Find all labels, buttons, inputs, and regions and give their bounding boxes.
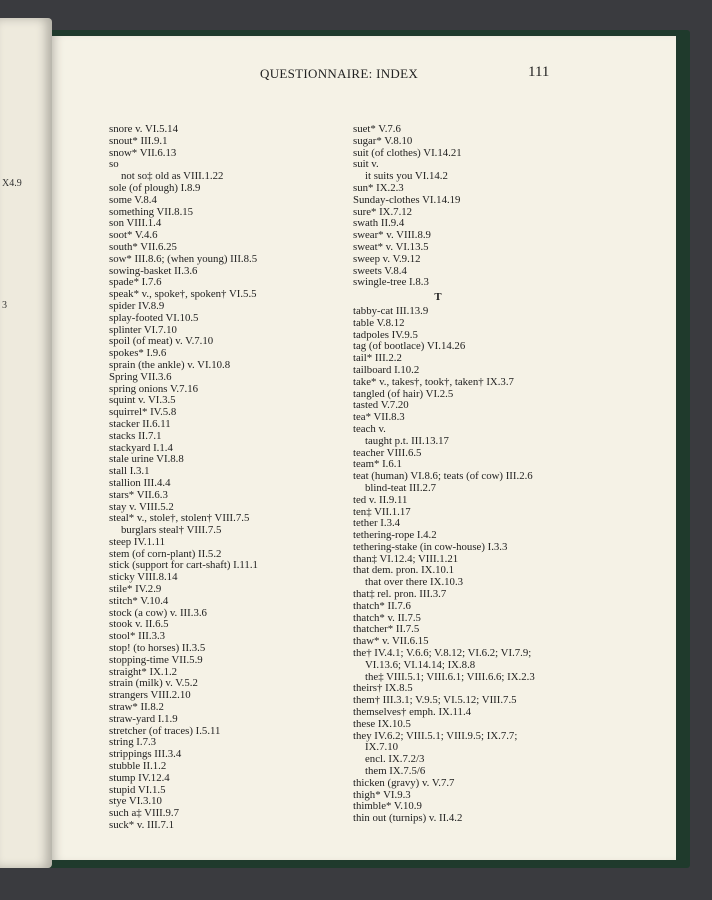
index-entry: the‡ VIII.5.1; VIII.6.1; VIII.6.6; IX.2.3 bbox=[365, 670, 535, 683]
index-entry: tangled (of hair) VI.2.5 bbox=[353, 387, 454, 400]
index-entry: snout* III.9.1 bbox=[109, 134, 168, 147]
index-entry: taught p.t. III.13.17 bbox=[365, 434, 449, 447]
index-entry: strippings III.3.4 bbox=[109, 748, 182, 761]
index-entry: VI.13.6; VI.14.14; IX.8.8 bbox=[365, 658, 476, 671]
index-entry: thatch* v. II.7.5 bbox=[353, 611, 421, 624]
index-entry: the† IV.4.1; V.6.6; V.8.12; VI.6.2; VI.7.9; bbox=[353, 647, 532, 660]
index-entry: splay-footed VI.10.5 bbox=[109, 311, 199, 324]
index-entry: stay v. VIII.5.2 bbox=[109, 500, 174, 513]
index-entry: that over there IX.10.3 bbox=[365, 576, 464, 589]
index-entry: tasted V.7.20 bbox=[353, 399, 409, 412]
index-entry: stretcher (of traces) I.5.11 bbox=[109, 724, 221, 737]
index-entry: suit (of clothes) VI.14.21 bbox=[353, 146, 462, 159]
index-entry: thimble* V.10.9 bbox=[353, 800, 422, 813]
index-entry: them† III.3.1; V.9.5; VI.5.12; VIII.7.5 bbox=[353, 694, 517, 707]
index-entry: steal* v., stole†, stolen† VIII.7.5 bbox=[109, 512, 250, 525]
index-entry: squint v. VI.3.5 bbox=[109, 394, 176, 407]
index-entry: some V.8.4 bbox=[109, 193, 157, 206]
index-entry: snore v. VI.5.14 bbox=[109, 123, 178, 135]
index-entry: son VIII.1.4 bbox=[109, 217, 162, 230]
index-entry: stick (support for cart-shaft) I.11.1 bbox=[109, 559, 258, 572]
index-entry: straight* IX.1.2 bbox=[109, 665, 178, 678]
index-entry: thatcher* II.7.5 bbox=[353, 623, 420, 636]
index-entry: ted v. II.9.11 bbox=[353, 493, 408, 506]
index-entry: tailboard I.10.2 bbox=[353, 363, 420, 376]
index-entry: soot* V.4.6 bbox=[109, 229, 158, 242]
index-entry: sticky VIII.8.14 bbox=[109, 571, 178, 584]
index-entry: sure* IX.7.12 bbox=[353, 205, 413, 218]
index-entry: themselves† emph. IX.11.4 bbox=[353, 706, 472, 719]
index-entry: tea* VII.8.3 bbox=[353, 411, 405, 424]
index-entry: spokes* I.9.6 bbox=[109, 347, 167, 360]
index-entry: that‡ rel. pron. III.3.7 bbox=[353, 588, 447, 601]
index-entry: stem (of corn-plant) II.5.2 bbox=[109, 547, 222, 560]
index-entry: straw-yard I.1.9 bbox=[109, 712, 178, 725]
index-entry: tethering-rope I.4.2 bbox=[353, 529, 437, 542]
index-entry: thicken (gravy) v. V.7.7 bbox=[353, 776, 455, 789]
index-entry: sprain (the ankle) v. VI.10.8 bbox=[109, 358, 231, 371]
index-entry: sun* IX.2.3 bbox=[353, 181, 404, 194]
index-entry: table V.8.12 bbox=[353, 316, 405, 329]
index-entry: something VII.8.15 bbox=[109, 205, 194, 218]
index-entry: stacks II.7.1 bbox=[109, 429, 162, 442]
index-entry: suit v. bbox=[353, 158, 379, 171]
index-entry: sweat* v. VI.13.5 bbox=[353, 240, 429, 253]
index-entry: swingle-tree I.8.3 bbox=[353, 276, 429, 289]
index-entry: that dem. pron. IX.10.1 bbox=[353, 564, 455, 577]
index-entry: stackyard I.1.4 bbox=[109, 441, 173, 454]
index-entry: swear* v. VIII.8.9 bbox=[353, 229, 431, 242]
index-entry: spoil (of meat) v. V.7.10 bbox=[109, 335, 214, 348]
index-entry: burglars steal† VIII.7.5 bbox=[121, 524, 222, 537]
index-entry: not so‡ old as VIII.1.22 bbox=[121, 170, 224, 183]
index-entry: stool* III.3.3 bbox=[109, 630, 166, 643]
index-section-t bbox=[353, 306, 583, 825]
index-entry: thigh* VI.9.3 bbox=[353, 788, 411, 801]
index-entry: tether I.3.4 bbox=[353, 517, 401, 530]
index-entry: squirrel* IV.5.8 bbox=[109, 406, 177, 419]
index-entry: teach v. bbox=[353, 422, 386, 435]
index-entry: string I.7.3 bbox=[109, 736, 157, 749]
left-page-edge bbox=[0, 18, 52, 868]
index-entry: sowing-basket II.3.6 bbox=[109, 264, 198, 277]
index-entry: sugar* V.8.10 bbox=[353, 134, 413, 147]
index-entry: than‡ VI.12.4; VIII.1.21 bbox=[353, 552, 459, 565]
index-entry: tail* III.2.2 bbox=[353, 352, 402, 365]
index-entry: stale urine VI.8.8 bbox=[109, 453, 184, 466]
index-entry: stars* VII.6.3 bbox=[109, 488, 168, 501]
index-entry: team* I.6.1 bbox=[353, 458, 402, 471]
index-entry: take* v., takes†, took†, taken† IX.3.7 bbox=[353, 375, 514, 388]
index-entry: sole (of plough) I.8.9 bbox=[109, 181, 201, 194]
index-entry: these IX.10.5 bbox=[353, 717, 411, 730]
index-entry: thin out (turnips) v. II.4.2 bbox=[353, 812, 463, 825]
index-entry: snow* VII.6.13 bbox=[109, 146, 177, 159]
index-entry: steep IV.1.11 bbox=[109, 535, 166, 548]
index-entry: strain (milk) v. V.5.2 bbox=[109, 677, 198, 690]
page-header-title: QUESTIONNAIRE: INDEX bbox=[260, 66, 419, 81]
left-page-fragment: X4.9 bbox=[2, 178, 22, 189]
index-entry: Spring VII.3.6 bbox=[109, 370, 172, 383]
index-entry: encl. IX.7.2/3 bbox=[365, 753, 425, 766]
index-entry: tethering-stake (in cow-house) I.3.3 bbox=[353, 540, 508, 553]
index-entry: suet* V.7.6 bbox=[353, 123, 401, 135]
index-entry: so bbox=[109, 158, 119, 171]
index-entry: sow* III.8.6; (when young) III.8.5 bbox=[109, 252, 258, 265]
index-entry: spider IV.8.9 bbox=[109, 299, 165, 312]
index-entry: Sunday-clothes VI.14.19 bbox=[353, 193, 461, 206]
index-entry: splinter VI.7.10 bbox=[109, 323, 177, 336]
index-entry: stop! (to horses) II.3.5 bbox=[109, 642, 206, 655]
index-entry: tabby-cat III.13.9 bbox=[353, 304, 429, 317]
index-entry: stall I.3.1 bbox=[109, 465, 150, 478]
index-entry: swath II.9.4 bbox=[353, 217, 405, 230]
index-entry: IX.7.10 bbox=[365, 741, 398, 754]
index-entry: blind-teat III.2.7 bbox=[365, 481, 437, 494]
index-entry: they IV.6.2; VIII.5.1; VIII.9.5; IX.7.7; bbox=[353, 729, 518, 742]
index-entry: tadpoles IV.9.5 bbox=[353, 328, 418, 341]
index-entry: stye VI.3.10 bbox=[109, 795, 162, 808]
index-column-right bbox=[353, 124, 583, 825]
index-entry: such a‡ VIII.9.7 bbox=[109, 807, 179, 820]
index-entry: thatch* II.7.6 bbox=[353, 599, 411, 612]
index-entry: sweets V.8.4 bbox=[353, 264, 407, 277]
page-number: 111 bbox=[528, 64, 550, 80]
index-entry: teacher VIII.6.5 bbox=[353, 446, 422, 459]
index-section-s-continued bbox=[353, 124, 583, 289]
section-letter: T bbox=[434, 291, 442, 304]
index-entry: tag (of bootlace) VI.14.26 bbox=[353, 340, 466, 353]
index-column-left bbox=[109, 124, 339, 832]
index-entry: stubble II.1.2 bbox=[109, 760, 167, 773]
index-entry: stallion III.4.4 bbox=[109, 476, 171, 489]
index-entry: stitch* V.10.4 bbox=[109, 594, 169, 607]
index-entry: suck* v. III.7.1 bbox=[109, 819, 174, 832]
index-entry: stile* IV.2.9 bbox=[109, 583, 162, 596]
index-entry: spring onions V.7.16 bbox=[109, 382, 198, 395]
index-entry: thaw* v. VII.6.15 bbox=[353, 635, 429, 648]
index-entry: spade* I.7.6 bbox=[109, 276, 162, 289]
index-entry: ten‡ VII.1.17 bbox=[353, 505, 411, 518]
index-entry: stook v. II.6.5 bbox=[109, 618, 169, 631]
index-entry: strangers VIII.2.10 bbox=[109, 689, 191, 702]
index-entry: stopping-time VII.5.9 bbox=[109, 653, 203, 666]
index-entry: it suits you VI.14.2 bbox=[365, 170, 448, 183]
index-entry: speak* v., spoke†, spoken† VI.5.5 bbox=[109, 288, 257, 301]
index-entry: south* VII.6.25 bbox=[109, 240, 177, 253]
index-entry: theirs† IX.8.5 bbox=[353, 682, 413, 695]
index-entry: stacker II.6.11 bbox=[109, 417, 171, 430]
left-page-fragment: 3 bbox=[2, 300, 7, 311]
index-entry: stupid VI.1.5 bbox=[109, 783, 166, 796]
index-entry: sweep v. V.9.12 bbox=[353, 252, 421, 265]
index-entry: stump IV.12.4 bbox=[109, 771, 170, 784]
index-entry: straw* II.8.2 bbox=[109, 701, 164, 714]
index-entry: teat (human) VI.8.6; teats (of cow) III.2.6 bbox=[353, 470, 533, 483]
index-entry: stock (a cow) v. III.3.6 bbox=[109, 606, 207, 619]
index-entry: them IX.7.5/6 bbox=[365, 765, 426, 778]
